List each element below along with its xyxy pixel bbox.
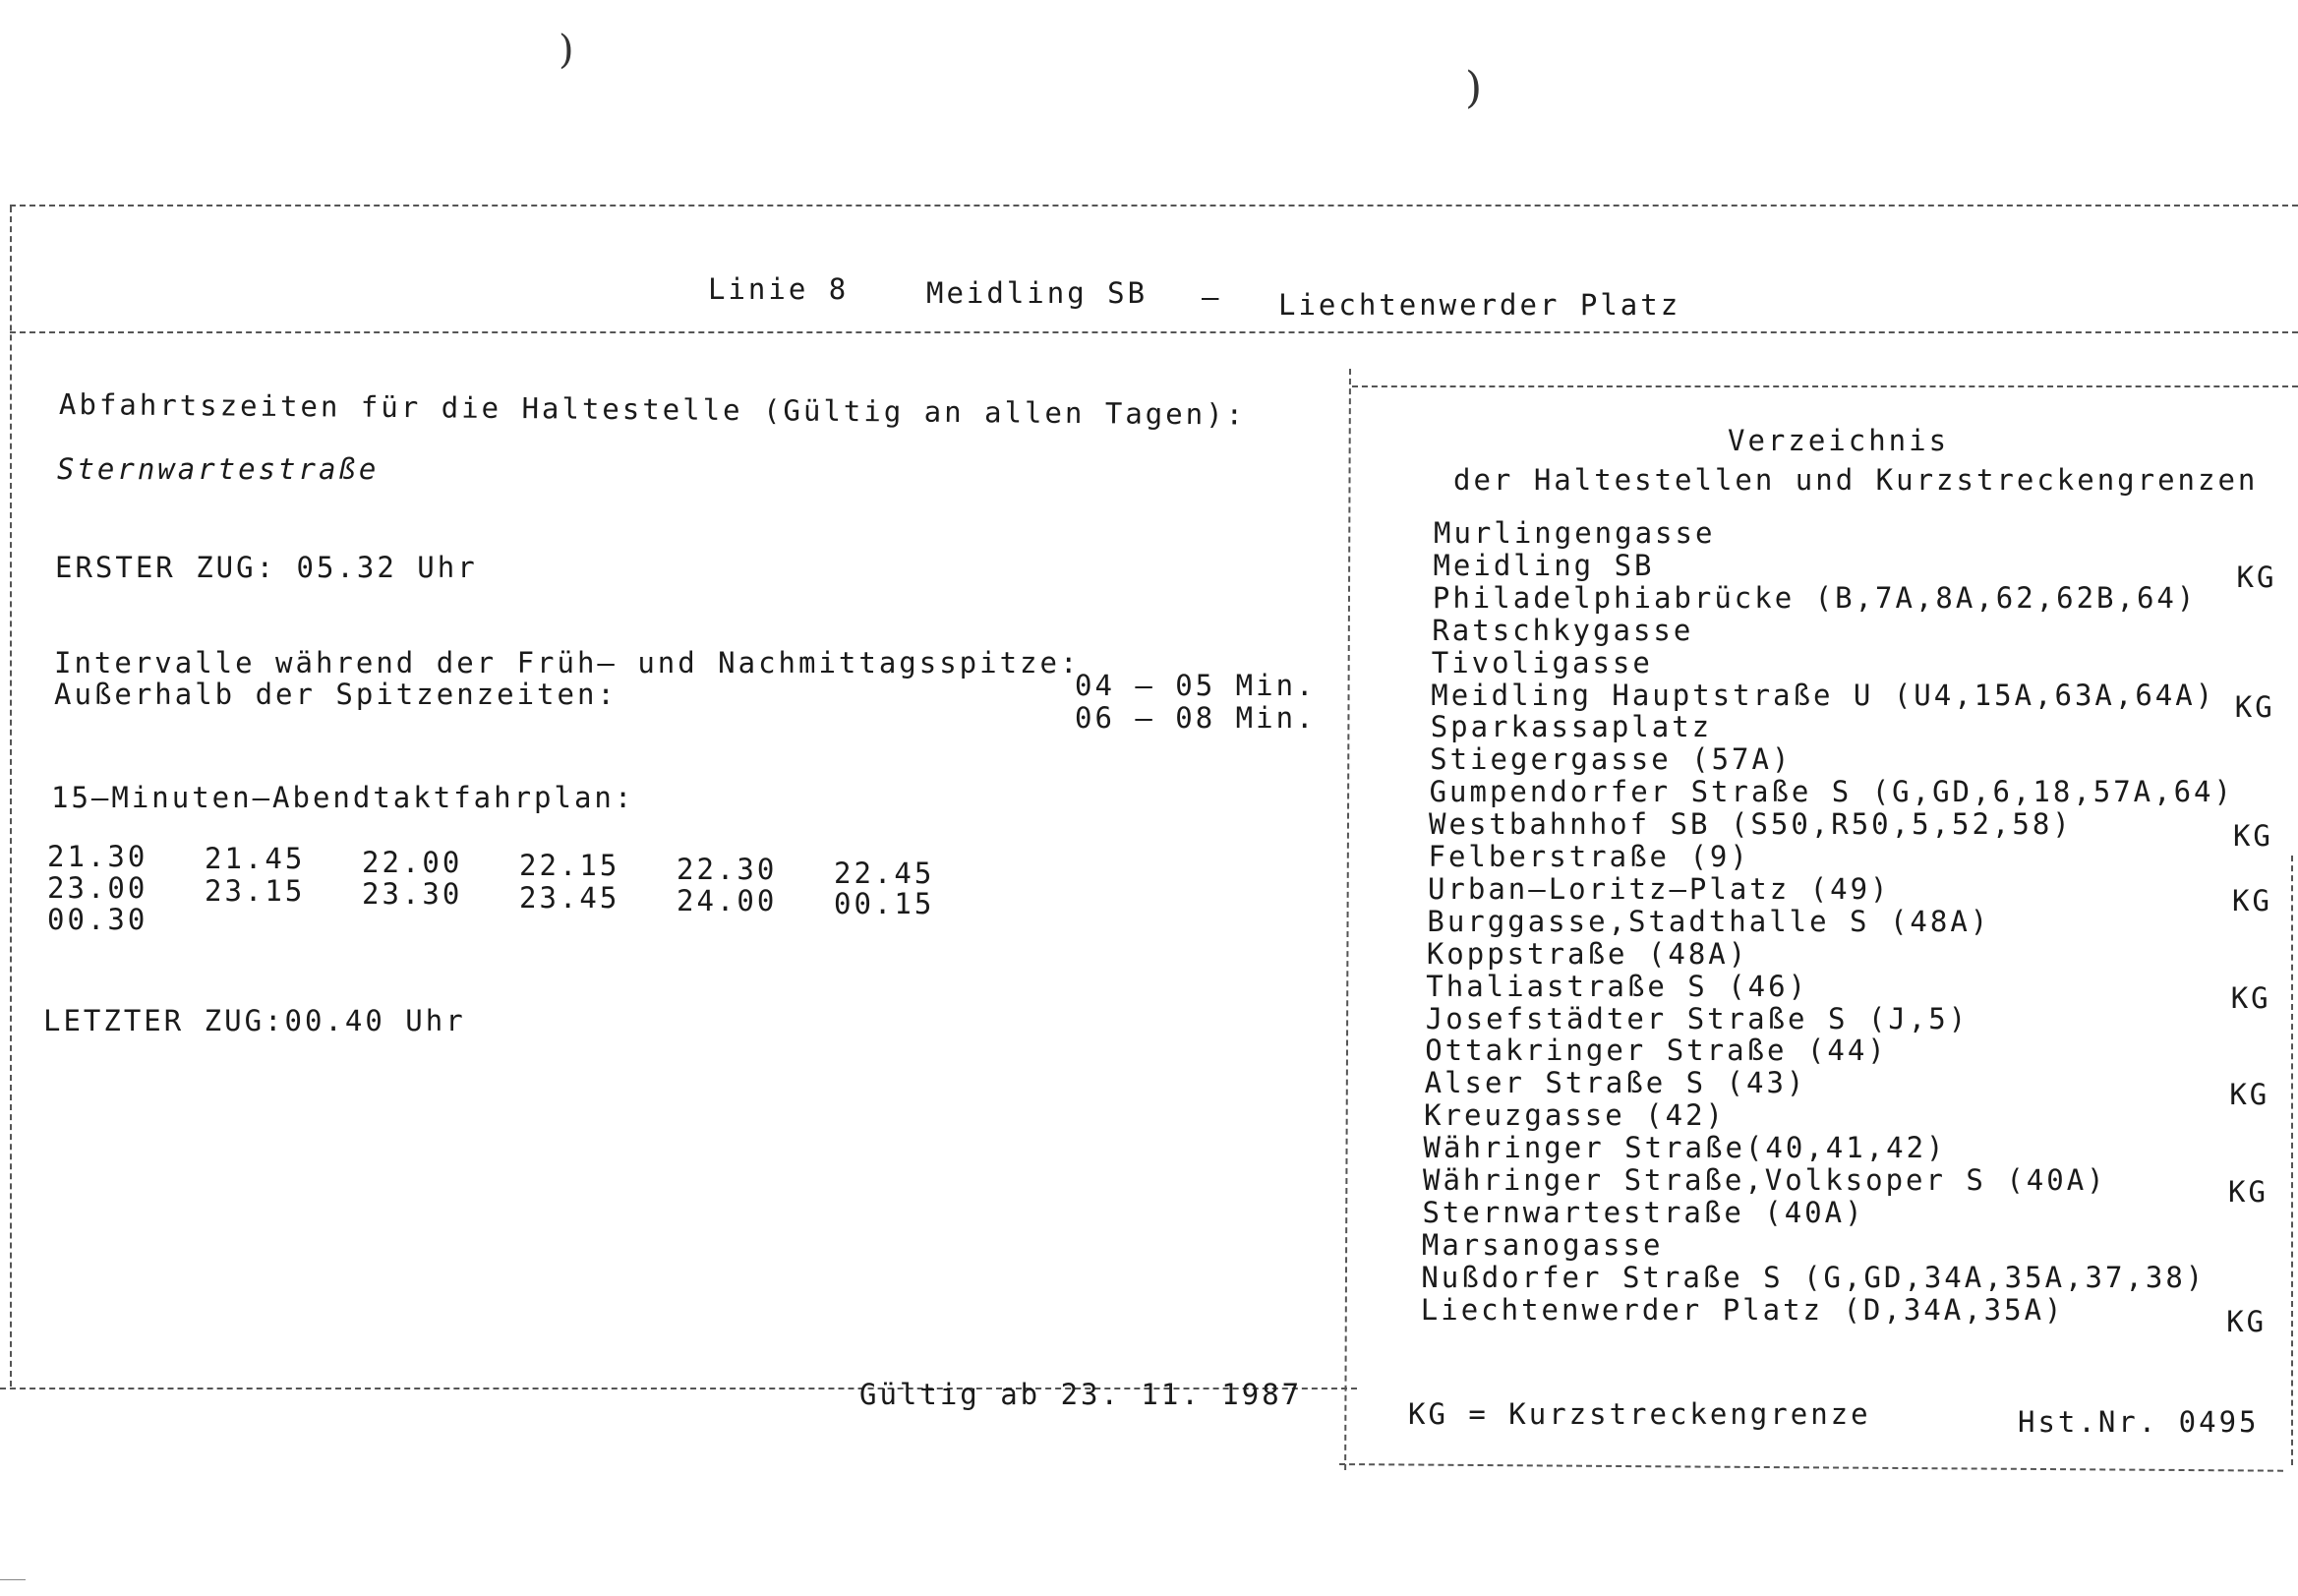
evening-schedule-label: 15–Minuten–Abendtaktfahrplan:	[51, 781, 635, 814]
evening-time: 22.15	[519, 849, 620, 882]
evening-time: 22.30	[677, 853, 778, 886]
evening-time: 23.15	[205, 874, 306, 908]
evening-time: 23.30	[362, 877, 463, 911]
route-dash: –	[1202, 280, 1222, 314]
first-train: ERSTER ZUG: 05.32 Uhr	[55, 551, 478, 584]
kg-marker: KG	[2232, 883, 2272, 917]
evening-time: 22.45	[834, 857, 935, 890]
evening-time: 21.30	[47, 840, 148, 873]
stop-list-item: Sternwartestraße (40A)	[1422, 1195, 1865, 1229]
stop-list-item: Tivoligasse	[1431, 645, 1653, 680]
stop-name: Sternwartestraße	[57, 452, 380, 486]
stop-list-item: Koppstraße (48A)	[1426, 936, 1749, 971]
route-origin: Meidling SB	[926, 276, 1149, 310]
evening-time: 00.15	[834, 887, 935, 920]
stop-list-item: Währinger Straße(40,41,42)	[1423, 1131, 1947, 1165]
stop-list-item: Nußdorfer Straße S (G,GD,34A,35A,37,38)	[1421, 1260, 2207, 1294]
valid-from: Gültig ab 23. 11. 1987	[859, 1378, 1303, 1411]
scan-mark-right: )	[1465, 63, 1483, 113]
stop-list-item: Sparkassaplatz	[1430, 710, 1713, 744]
interval-peak-label: Intervalle während der Früh– und Nachmittagsspitze:	[54, 646, 1081, 680]
route-destination: Liechtenwerder Platz	[1278, 288, 1681, 322]
directory-subtitle: der Haltestellen und Kurzstreckengrenzen	[1453, 463, 2259, 497]
evening-time: 23.00	[47, 871, 148, 905]
kg-marker: KG	[2234, 689, 2275, 724]
stop-list-item: Thaliastraße S (46)	[1426, 969, 1809, 1003]
stop-list-item: Liechtenwerder Platz (D,34A,35A)	[1420, 1292, 2065, 1327]
stop-list-item: Ratschkygasse	[1432, 613, 1694, 647]
right-panel-top-border	[1352, 385, 2298, 387]
frame-left-border	[10, 207, 12, 1387]
stop-list-item: Währinger Straße,Volksoper S (40A)	[1423, 1163, 2107, 1197]
evening-time: 22.00	[362, 846, 463, 879]
interval-offpeak-label: Außerhalb der Spitzenzeiten:	[54, 678, 618, 711]
scan-noise	[0, 1579, 26, 1580]
evening-time: 23.45	[519, 881, 620, 915]
evening-time: 21.45	[205, 842, 306, 875]
evening-time: 00.30	[47, 903, 148, 936]
directory-title: Verzeichnis	[1728, 424, 1950, 457]
stop-list-item: Marsanogasse	[1421, 1227, 1664, 1262]
evening-time: 24.00	[677, 884, 778, 917]
right-panel-bottom-border	[1339, 1463, 2283, 1472]
stop-list-item: Westbahnhof SB (S50,R50,5,52,58)	[1429, 807, 2073, 842]
line-number: Linie 8	[708, 272, 850, 306]
stop-number: Hst.Nr. 0495	[2018, 1405, 2260, 1439]
last-train: LETZTER ZUG:00.40 Uhr	[43, 1004, 466, 1037]
stop-list-item: Gumpendorfer Straße S (G,GD,6,18,57A,64)	[1429, 775, 2234, 809]
stop-list-item: Murlingengasse	[1434, 516, 1716, 550]
center-divider	[1344, 369, 1351, 1470]
stop-list-item: Urban–Loritz–Platz (49)	[1427, 871, 1891, 906]
kg-marker: KG	[2232, 819, 2273, 854]
stop-list-item: Felberstraße (9)	[1428, 840, 1750, 873]
stop-list-item: Stiegergasse (57A)	[1430, 742, 1793, 777]
kg-marker: KG	[2229, 1078, 2270, 1112]
stop-list-item: Burggasse,Stadthalle S (48A)	[1427, 904, 1991, 938]
header-divider	[10, 331, 2298, 333]
frame-right-border	[2291, 856, 2293, 1465]
stop-list-item: Kreuzgasse (42)	[1424, 1098, 1726, 1133]
frame-top-border	[10, 205, 2298, 207]
stop-list-item: Philadelphiabrücke (B,7A,8A,62,62B,64)	[1432, 580, 2198, 615]
stop-list-item: Ottakringer Straße (44)	[1425, 1034, 1888, 1068]
kg-marker: KG	[2236, 560, 2277, 594]
stop-list-item: Alser Straße S (43)	[1424, 1066, 1807, 1100]
interval-offpeak-value: 06 – 08 Min.	[1075, 701, 1317, 735]
scan-mark-left: )	[559, 28, 574, 73]
kg-marker: KG	[2230, 980, 2271, 1015]
stop-list-item: Meidling Hauptstraße U (U4,15A,63A,64A)	[1431, 678, 2216, 712]
departures-intro: Abfahrtszeiten für die Haltestelle (Gültig an allen Tagen):	[58, 387, 1247, 432]
kg-marker: KG	[2226, 1304, 2268, 1338]
interval-peak-value: 04 – 05 Min.	[1075, 669, 1317, 702]
kg-marker: KG	[2228, 1175, 2269, 1209]
legend-kg: KG = Kurzstreckengrenze	[1408, 1397, 1871, 1431]
stop-list-item: Meidling SB	[1433, 548, 1655, 582]
stop-list-item: Josefstädter Straße S (J,5)	[1425, 1001, 1970, 1035]
